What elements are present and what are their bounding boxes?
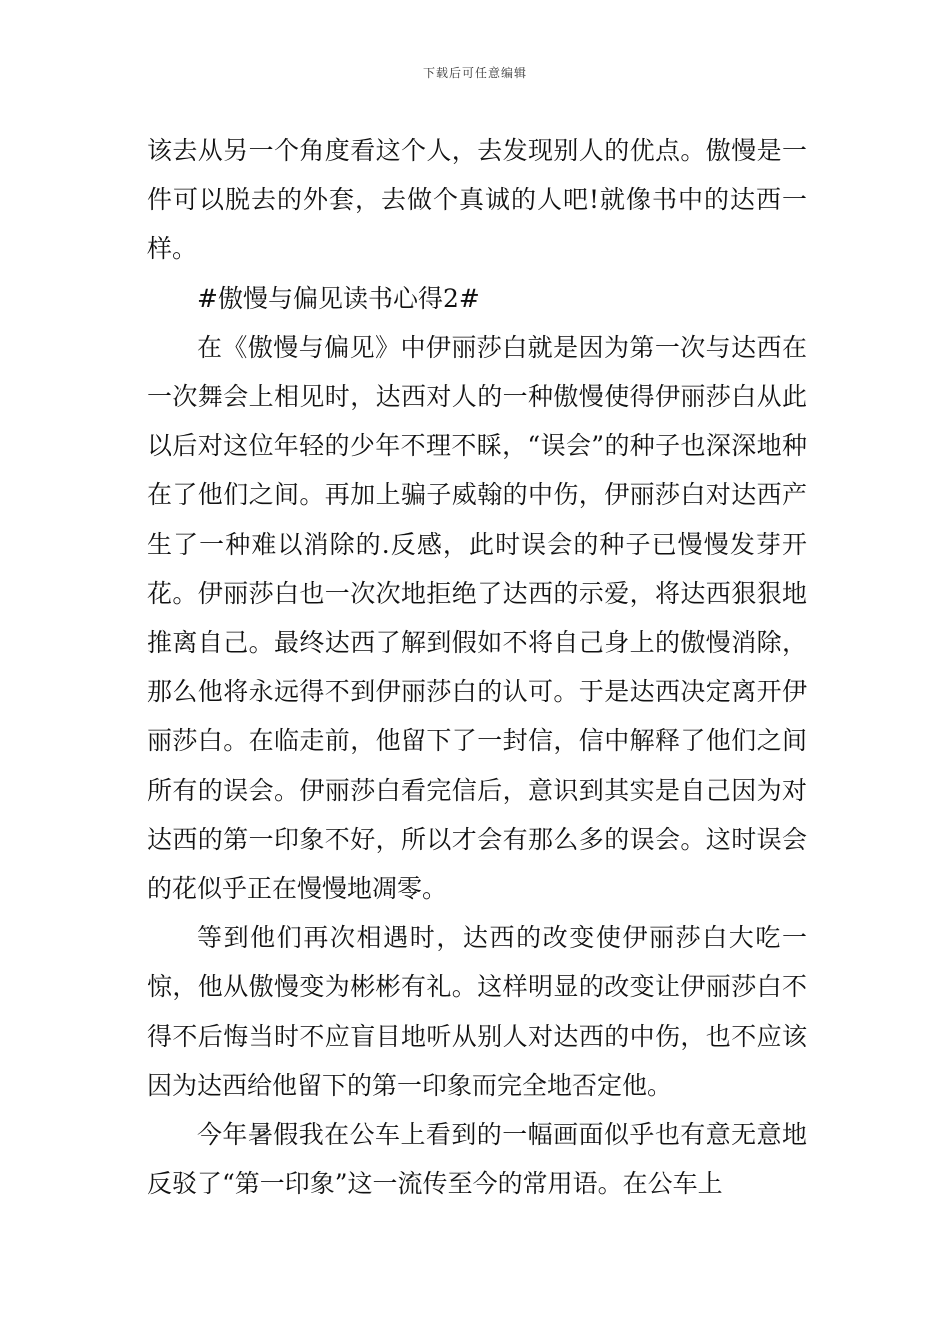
paragraph-continuation: 该去从另一个角度看这个人，去发现别人的优点。傲慢是一件可以脱去的外套，去做个真诚的人吧!就像书中的达西一样。 xyxy=(147,136,807,264)
document-body xyxy=(147,126,807,1208)
page-header: 下载后可任意编辑 xyxy=(422,66,527,80)
paragraph: 在《傲慢与偏见》中伊丽莎白就是因为第一次与达西在一次舞会上相见时，达西对人的一种傲慢使得伊丽莎白从此以后对这位年轻的少年不理不睬，“误会”的种子也深深地种在了他们之间。再加上骗子威翰的中伤，伊丽莎白对达西产生了一种难以消除的.反感，此时误会的种子已慢慢发芽开花。伊丽莎白也一次次地拒绝了达西的示爱，将达西狠狠地推离自己。最终达西了解到假如不将自己身上的傲慢消除，那么他将永远得不到伊丽莎白的认可。于是达西决定离开伊丽莎白。在临走前，他留下了一封信，信中解释了他们之间所有的误会。伊丽莎白看完信后，意识到其实是自己因为对达西的第一印象不好，所以才会有那么多的误会。这时误会的花似乎正在慢慢地凋零。 xyxy=(147,332,807,904)
paragraph: 等到他们再次相遇时，达西的改变使伊丽莎白大吃一惊，他从傲慢变为彬彬有礼。这样明显的改变让伊丽莎白不得不后悔当时不应盲目地听从别人对达西的中伤，也不应该因为达西给他留下的第一印象而完全地否定他。 xyxy=(147,923,807,1100)
paragraph: 今年暑假我在公车上看到的一幅画面似乎也有意无意地反驳了“第一印象”这一流传至今的常用语。在公车上 xyxy=(147,1120,807,1199)
section-heading: #傲慢与偏见读书心得2# xyxy=(197,283,480,313)
